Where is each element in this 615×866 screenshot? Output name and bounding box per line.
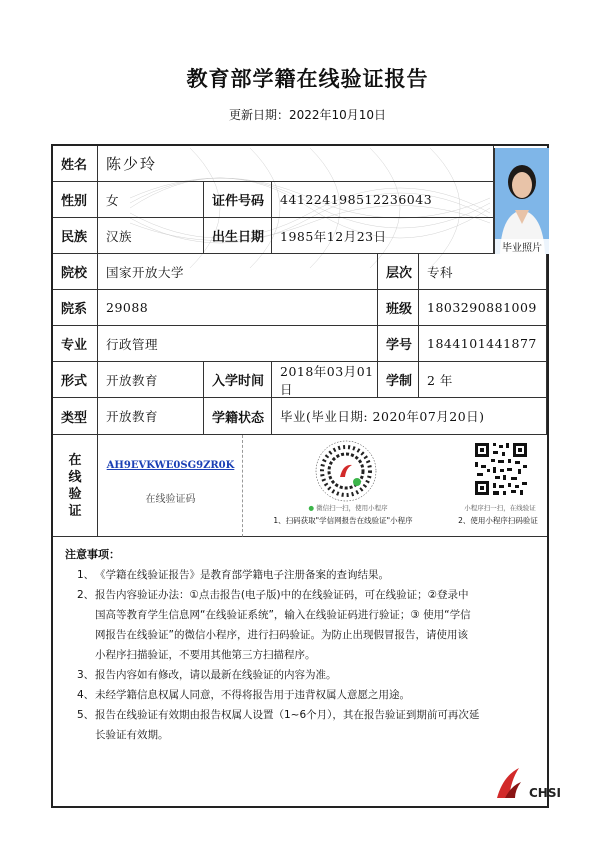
gender-value: 女 — [98, 182, 204, 218]
wechat-hint-text: 微信扫一扫，使用小程序 — [316, 504, 388, 512]
note-text: 报告内容如有修改，请以最新在线验证的内容为准。 — [95, 669, 337, 681]
step-two: 2、使用小程序扫码验证 — [458, 516, 538, 525]
note-list — [65, 565, 535, 745]
level-value: 专科 — [419, 254, 547, 290]
status-label: 学籍状态 — [204, 398, 272, 435]
qr-code-icon[interactable] — [473, 441, 529, 497]
duration-value: 2 年 — [419, 362, 547, 398]
verify-code-box — [98, 435, 243, 537]
student-photo — [494, 148, 549, 254]
birth-label: 出生日期 — [204, 218, 272, 254]
note-item — [77, 665, 535, 685]
wechat-hint — [293, 503, 403, 512]
notes-section — [53, 537, 547, 753]
note-item — [77, 705, 535, 745]
note-number: 1、 — [77, 569, 95, 581]
verify-code-caption: 在线验证码 — [145, 494, 196, 505]
id-value: 441224198512236043 — [272, 182, 494, 218]
school-value: 国家开放大学 — [98, 254, 378, 290]
report-title: 教育部学籍在线验证报告 — [186, 67, 429, 91]
mini-hint: 小程序扫一扫，在线验证 — [464, 504, 536, 512]
verify-char: 证 — [68, 503, 82, 519]
ethnicity-value: 汉族 — [98, 218, 204, 254]
id-label: 证件号码 — [204, 182, 272, 218]
class-value: 1803290881009 — [419, 290, 547, 326]
birth-value: 1985年12月23日 — [272, 218, 494, 254]
verify-char: 在 — [68, 452, 82, 468]
student-no-label: 学号 — [378, 326, 419, 362]
duration-label: 学制 — [378, 362, 419, 398]
notes-title: 注意事项： — [65, 548, 120, 561]
form-value: 开放教育 — [98, 362, 204, 398]
photo-caption: 毕业照片 — [495, 239, 549, 254]
qr-area — [243, 435, 547, 537]
enroll-value: 2018年03月01日 — [272, 362, 378, 398]
note-number: 4、 — [77, 689, 95, 701]
note-number: 2、 — [77, 589, 95, 601]
class-label: 班级 — [378, 290, 419, 326]
ethnicity-label: 民族 — [53, 218, 98, 254]
mini-program-code-icon[interactable] — [315, 440, 377, 502]
note-text: 报告内容验证办法：①点击报告(电子版)中的在线验证码，可在线验证；②登录中国高等教育学生信息网“在线验证系统”，输入在线验证码进行验证；③ 使用“学信网报告在线验证”的微信小程序，进行扫码验证。为防止出现假冒报告，请使用该小程序扫描验证，不要用其他第三方扫描程序。 — [95, 589, 471, 661]
major-label: 专业 — [53, 326, 98, 362]
wechat-check-icon: ● — [308, 504, 315, 512]
type-value: 开放教育 — [98, 398, 204, 435]
dept-label: 院系 — [53, 290, 98, 326]
major-value: 行政管理 — [98, 326, 378, 362]
note-text: 报告在线验证有效期由报告权属人设置（1~6个月），其在报告验证到期前可再次延长验证有效期。 — [95, 709, 480, 741]
school-label: 院校 — [53, 254, 98, 290]
note-item — [77, 585, 535, 665]
gender-label: 性别 — [53, 182, 98, 218]
chsi-logo-text: CHSI — [529, 786, 561, 800]
name-value: 陈少玲 — [98, 146, 494, 182]
update-date: 更新日期：2022年10月10日 — [228, 108, 387, 122]
note-number: 3、 — [77, 669, 95, 681]
verify-char: 验 — [68, 486, 82, 502]
level-label: 层次 — [378, 254, 419, 290]
report-frame — [51, 144, 561, 808]
student-no-value: 1844101441877 — [419, 326, 547, 362]
note-item — [77, 685, 535, 705]
note-text: 未经学籍信息权属人同意，不得将报告用于违背权属人意愿之用途。 — [95, 689, 410, 701]
enroll-label: 入学时间 — [204, 362, 272, 398]
note-text: 《学籍在线验证报告》是教育部学籍电子注册备案的查询结果。 — [95, 569, 389, 581]
step-one: 1、扫码获取"学信网报告在线验证"小程序 — [273, 516, 413, 525]
dept-value: 29088 — [98, 290, 378, 326]
verify-char: 线 — [68, 469, 82, 485]
status-value: 毕业(毕业日期: 2020年07月20日) — [272, 398, 547, 435]
form-label: 形式 — [53, 362, 98, 398]
type-label: 类型 — [53, 398, 98, 435]
note-item — [77, 565, 535, 585]
verify-code-link[interactable]: AH9EVKWE0SG9ZR0K — [106, 460, 235, 471]
verify-label — [53, 435, 98, 537]
note-number: 5、 — [77, 709, 95, 721]
name-label: 姓名 — [53, 146, 98, 182]
